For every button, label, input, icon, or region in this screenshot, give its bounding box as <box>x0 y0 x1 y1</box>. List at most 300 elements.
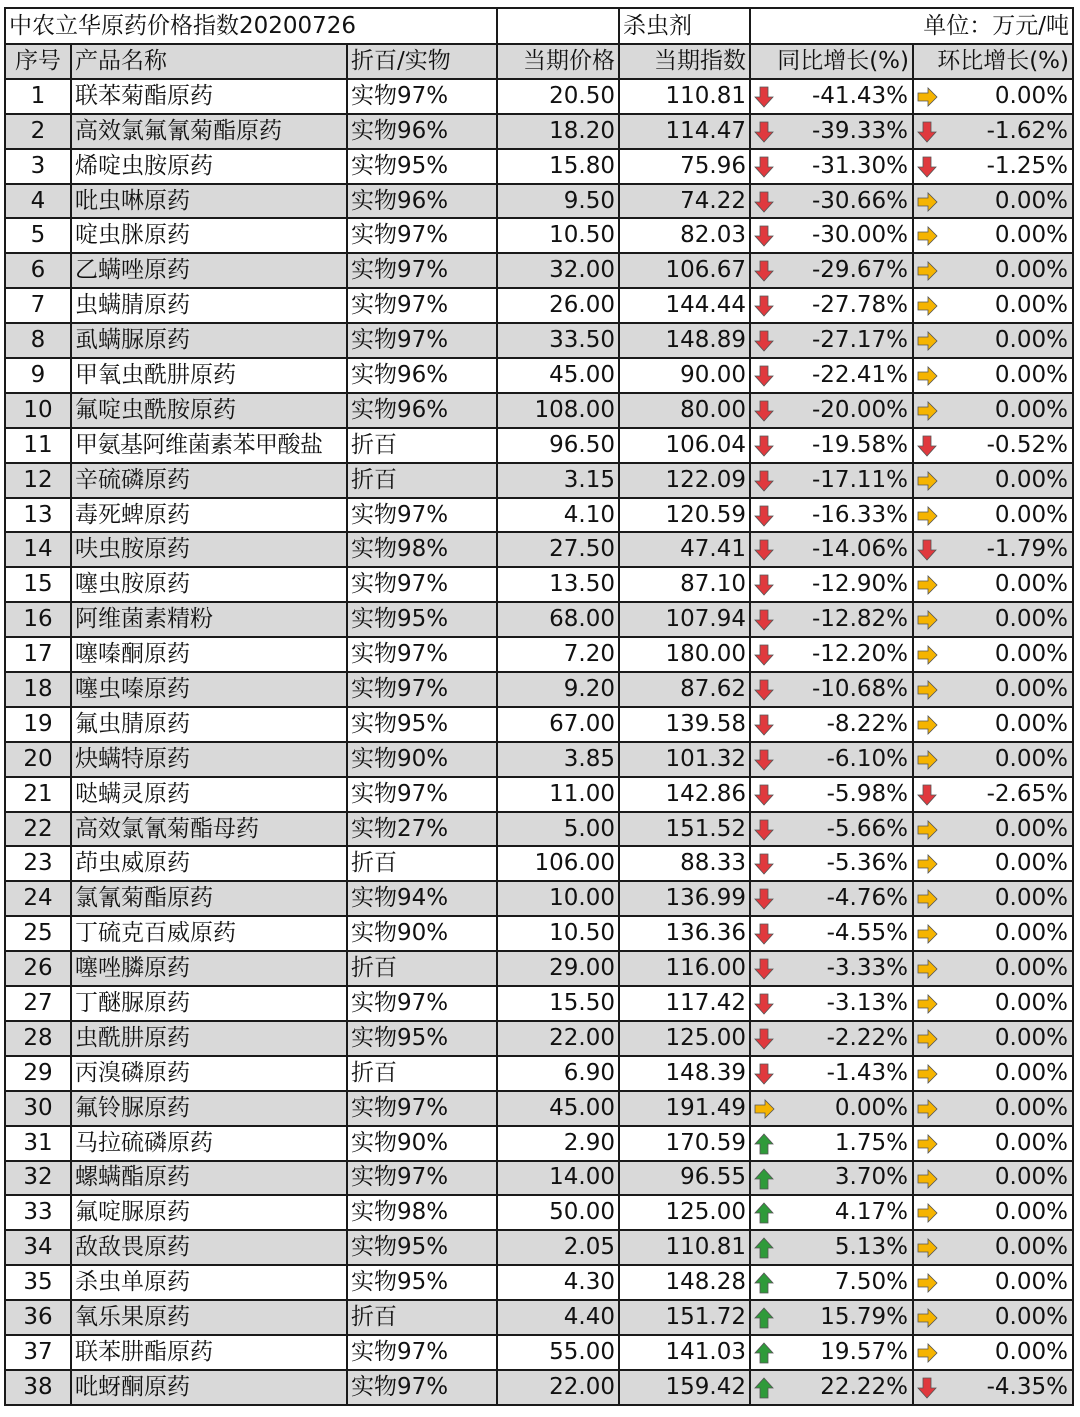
header-spec: 折百/实物 <box>347 44 497 79</box>
row-mom-change-value: 0.00% <box>994 257 1068 284</box>
row-yoy-change-value: -30.66% <box>812 187 908 214</box>
row-yoy-change <box>750 602 913 637</box>
row-index: 80.00 <box>619 393 750 428</box>
row-price: 4.30 <box>497 1265 619 1300</box>
arrow-flat-icon <box>916 1097 938 1121</box>
arrow-flat-icon <box>916 224 938 248</box>
row-yoy-change-value: -22.41% <box>812 361 908 388</box>
row-price: 13.50 <box>497 567 619 602</box>
row-mom-change-value: 0.00% <box>994 1164 1068 1191</box>
row-mom-change <box>913 114 1073 149</box>
table-row <box>5 812 1073 847</box>
row-product-name: 阿维菌素精粉 <box>71 602 347 637</box>
arrow-down-icon <box>916 120 938 144</box>
arrow-flat-icon <box>916 364 938 388</box>
row-product-name: 联苯菊酯原药 <box>71 79 347 114</box>
arrow-flat-icon <box>916 608 938 632</box>
row-yoy-change-value: -30.00% <box>812 222 908 249</box>
row-price: 4.10 <box>497 498 619 533</box>
table-row <box>5 637 1073 672</box>
row-price: 6.90 <box>497 1056 619 1091</box>
row-mom-change <box>913 777 1073 812</box>
row-index: 142.86 <box>619 777 750 812</box>
row-yoy-change-value: -4.55% <box>826 920 908 947</box>
table-row <box>5 986 1073 1021</box>
row-yoy-change <box>750 951 913 986</box>
arrow-down-icon <box>753 783 775 807</box>
row-mom-change-value: 0.00% <box>994 885 1068 912</box>
row-seq: 3 <box>5 149 71 184</box>
row-mom-change-value: 0.00% <box>994 571 1068 598</box>
table-row <box>5 428 1073 463</box>
arrow-down-icon <box>753 887 775 911</box>
arrow-flat-icon <box>753 1097 775 1121</box>
row-yoy-change <box>750 812 913 847</box>
row-price: 26.00 <box>497 288 619 323</box>
row-index: 141.03 <box>619 1335 750 1370</box>
row-yoy-change <box>750 1265 913 1300</box>
row-yoy-change-value: 3.70% <box>834 1164 908 1191</box>
row-product-name: 虫酰肼原药 <box>71 1021 347 1056</box>
row-spec: 实物97% <box>347 1335 497 1370</box>
row-spec: 实物94% <box>347 881 497 916</box>
header-yoy: 同比增长(%) <box>750 44 913 79</box>
row-price: 22.00 <box>497 1021 619 1056</box>
row-index: 90.00 <box>619 358 750 393</box>
row-price: 10.00 <box>497 881 619 916</box>
row-yoy-change <box>750 358 913 393</box>
row-mom-change-value: 0.00% <box>994 1094 1068 1121</box>
table-row <box>5 777 1073 812</box>
arrow-flat-icon <box>916 259 938 283</box>
row-index: 122.09 <box>619 463 750 498</box>
arrow-flat-icon <box>916 329 938 353</box>
row-seq: 31 <box>5 1126 71 1161</box>
arrow-flat-icon <box>916 1306 938 1330</box>
row-product-name: 毒死蜱原药 <box>71 498 347 533</box>
row-price: 15.50 <box>497 986 619 1021</box>
arrow-down-icon <box>916 155 938 179</box>
row-mom-change <box>913 812 1073 847</box>
row-price: 10.50 <box>497 218 619 253</box>
row-yoy-change-value: 7.50% <box>834 1269 908 1296</box>
row-price: 9.20 <box>497 672 619 707</box>
row-spec: 折百 <box>347 463 497 498</box>
arrow-up-icon <box>753 1167 775 1191</box>
row-index: 75.96 <box>619 149 750 184</box>
row-mom-change <box>913 184 1073 219</box>
row-mom-change-value: 0.00% <box>994 710 1068 737</box>
unit-label: 单位：万元/吨 <box>750 8 1073 44</box>
row-yoy-change <box>750 742 913 777</box>
row-yoy-change-value: 1.75% <box>834 1129 908 1156</box>
row-yoy-change-value: -10.68% <box>812 675 908 702</box>
row-mom-change <box>913 1021 1073 1056</box>
arrow-down-icon <box>753 190 775 214</box>
arrow-flat-icon <box>916 852 938 876</box>
arrow-down-icon <box>753 120 775 144</box>
row-mom-change <box>913 323 1073 358</box>
arrow-flat-icon <box>916 294 938 318</box>
row-price: 45.00 <box>497 358 619 393</box>
arrow-down-icon <box>753 957 775 981</box>
header-row <box>5 44 1073 79</box>
table-row <box>5 1195 1073 1230</box>
row-spec: 实物98% <box>347 532 497 567</box>
row-spec: 实物90% <box>347 742 497 777</box>
row-index: 110.81 <box>619 79 750 114</box>
row-seq: 19 <box>5 707 71 742</box>
row-yoy-change <box>750 498 913 533</box>
row-yoy-change <box>750 1335 913 1370</box>
table-row <box>5 846 1073 881</box>
row-mom-change <box>913 1265 1073 1300</box>
row-mom-change <box>913 846 1073 881</box>
table-row <box>5 358 1073 393</box>
row-spec: 实物90% <box>347 916 497 951</box>
price-index-table <box>4 7 1074 1406</box>
table-row <box>5 1126 1073 1161</box>
row-price: 96.50 <box>497 428 619 463</box>
row-product-name: 杀虫单原药 <box>71 1265 347 1300</box>
row-mom-change-value: 0.00% <box>994 606 1068 633</box>
row-yoy-change <box>750 253 913 288</box>
arrow-up-icon <box>753 1201 775 1225</box>
table-row <box>5 1091 1073 1126</box>
row-index: 151.72 <box>619 1300 750 1335</box>
arrow-flat-icon <box>916 469 938 493</box>
arrow-down-icon <box>753 922 775 946</box>
row-product-name: 虱螨脲原药 <box>71 323 347 358</box>
row-product-name: 敌敌畏原药 <box>71 1230 347 1265</box>
row-mom-change <box>913 951 1073 986</box>
row-product-name: 联苯肼酯原药 <box>71 1335 347 1370</box>
row-index: 159.42 <box>619 1370 750 1405</box>
row-price: 68.00 <box>497 602 619 637</box>
table-row <box>5 567 1073 602</box>
row-product-name: 高效氯氰菊酯母药 <box>71 812 347 847</box>
arrow-flat-icon <box>916 922 938 946</box>
row-price: 2.05 <box>497 1230 619 1265</box>
row-mom-change-value: -2.65% <box>986 780 1068 807</box>
arrow-flat-icon <box>916 504 938 528</box>
arrow-flat-icon <box>916 1236 938 1260</box>
row-yoy-change-value: -27.78% <box>812 292 908 319</box>
row-index: 148.89 <box>619 323 750 358</box>
row-index: 120.59 <box>619 498 750 533</box>
row-mom-change-value: 0.00% <box>994 920 1068 947</box>
table-row <box>5 114 1073 149</box>
row-price: 29.00 <box>497 951 619 986</box>
row-spec: 折百 <box>347 1300 497 1335</box>
row-spec: 实物97% <box>347 986 497 1021</box>
row-spec: 实物27% <box>347 812 497 847</box>
row-mom-change <box>913 742 1073 777</box>
arrow-down-icon <box>753 469 775 493</box>
arrow-flat-icon <box>916 85 938 109</box>
arrow-flat-icon <box>916 1132 938 1156</box>
title-row <box>5 8 1073 44</box>
row-seq: 10 <box>5 393 71 428</box>
arrow-down-icon <box>753 1027 775 1051</box>
row-mom-change-value: 0.00% <box>994 641 1068 668</box>
arrow-flat-icon <box>916 887 938 911</box>
table-row <box>5 184 1073 219</box>
row-mom-change <box>913 498 1073 533</box>
row-yoy-change <box>750 916 913 951</box>
arrow-flat-icon <box>916 1271 938 1295</box>
row-mom-change <box>913 358 1073 393</box>
row-seq: 29 <box>5 1056 71 1091</box>
row-product-name: 噻虫嗪原药 <box>71 672 347 707</box>
row-mom-change-value: -0.52% <box>986 431 1068 458</box>
table-row <box>5 916 1073 951</box>
row-seq: 26 <box>5 951 71 986</box>
row-seq: 30 <box>5 1091 71 1126</box>
table-row <box>5 253 1073 288</box>
row-seq: 2 <box>5 114 71 149</box>
row-spec: 实物97% <box>347 567 497 602</box>
row-spec: 实物95% <box>347 1265 497 1300</box>
row-mom-change-value: 0.00% <box>994 1338 1068 1365</box>
row-yoy-change <box>750 393 913 428</box>
arrow-flat-icon <box>916 1201 938 1225</box>
row-yoy-change-value: -12.90% <box>812 571 908 598</box>
row-mom-change <box>913 1056 1073 1091</box>
row-price: 9.50 <box>497 184 619 219</box>
arrow-flat-icon <box>916 190 938 214</box>
arrow-down-icon <box>753 85 775 109</box>
arrow-down-icon <box>916 538 938 562</box>
row-mom-change <box>913 1230 1073 1265</box>
row-mom-change-value: 0.00% <box>994 745 1068 772</box>
table-row <box>5 1335 1073 1370</box>
arrow-down-icon <box>753 678 775 702</box>
arrow-flat-icon <box>916 713 938 737</box>
row-product-name: 虫螨腈原药 <box>71 288 347 323</box>
table-row <box>5 288 1073 323</box>
arrow-flat-icon <box>916 573 938 597</box>
table-row <box>5 1161 1073 1196</box>
arrow-flat-icon <box>916 1341 938 1365</box>
row-yoy-change-value: -14.06% <box>812 536 908 563</box>
row-yoy-change-value: 0.00% <box>834 1094 908 1121</box>
row-index: 106.04 <box>619 428 750 463</box>
table-row <box>5 707 1073 742</box>
row-mom-change <box>913 218 1073 253</box>
arrow-up-icon <box>753 1341 775 1365</box>
row-spec: 实物96% <box>347 393 497 428</box>
arrow-down-icon <box>753 259 775 283</box>
row-yoy-change <box>750 184 913 219</box>
arrow-down-icon <box>916 783 938 807</box>
row-index: 151.52 <box>619 812 750 847</box>
row-index: 144.44 <box>619 288 750 323</box>
row-mom-change <box>913 986 1073 1021</box>
row-price: 50.00 <box>497 1195 619 1230</box>
row-seq: 16 <box>5 602 71 637</box>
arrow-down-icon <box>753 713 775 737</box>
row-price: 3.15 <box>497 463 619 498</box>
row-yoy-change <box>750 532 913 567</box>
arrow-down-icon <box>753 992 775 1016</box>
row-index: 101.32 <box>619 742 750 777</box>
row-index: 125.00 <box>619 1021 750 1056</box>
row-index: 180.00 <box>619 637 750 672</box>
header-index: 当期指数 <box>619 44 750 79</box>
row-index: 114.47 <box>619 114 750 149</box>
row-product-name: 乙螨唑原药 <box>71 253 347 288</box>
row-mom-change-value: 0.00% <box>994 1059 1068 1086</box>
row-yoy-change-value: -5.66% <box>826 815 908 842</box>
row-yoy-change <box>750 428 913 463</box>
row-mom-change-value: 0.00% <box>994 675 1068 702</box>
row-yoy-change <box>750 1370 913 1405</box>
row-mom-change <box>913 463 1073 498</box>
arrow-flat-icon <box>916 748 938 772</box>
row-index: 107.94 <box>619 602 750 637</box>
row-product-name: 吡蚜酮原药 <box>71 1370 347 1405</box>
row-seq: 36 <box>5 1300 71 1335</box>
row-mom-change <box>913 393 1073 428</box>
arrow-down-icon <box>753 434 775 458</box>
row-yoy-change <box>750 1056 913 1091</box>
row-yoy-change-value: -3.13% <box>826 989 908 1016</box>
table-row <box>5 323 1073 358</box>
row-spec: 实物97% <box>347 288 497 323</box>
row-spec: 实物97% <box>347 218 497 253</box>
row-yoy-change <box>750 986 913 1021</box>
row-product-name: 辛硫磷原药 <box>71 463 347 498</box>
row-spec: 实物95% <box>347 1021 497 1056</box>
row-mom-change-value: 0.00% <box>994 82 1068 109</box>
arrow-up-icon <box>753 1376 775 1400</box>
arrow-down-icon <box>916 1376 938 1400</box>
row-spec: 折百 <box>347 846 497 881</box>
row-mom-change-value: 0.00% <box>994 955 1068 982</box>
row-mom-change <box>913 149 1073 184</box>
row-yoy-change-value: -12.82% <box>812 606 908 633</box>
row-index: 106.67 <box>619 253 750 288</box>
row-index: 136.99 <box>619 881 750 916</box>
row-yoy-change-value: -20.00% <box>812 396 908 423</box>
arrow-down-icon <box>753 1062 775 1086</box>
row-yoy-change-value: -39.33% <box>812 117 908 144</box>
row-mom-change <box>913 428 1073 463</box>
row-seq: 14 <box>5 532 71 567</box>
row-price: 106.00 <box>497 846 619 881</box>
row-yoy-change-value: -2.22% <box>826 1024 908 1051</box>
row-price: 3.85 <box>497 742 619 777</box>
arrow-down-icon <box>753 364 775 388</box>
row-yoy-change <box>750 707 913 742</box>
row-yoy-change <box>750 1195 913 1230</box>
row-seq: 7 <box>5 288 71 323</box>
row-price: 33.50 <box>497 323 619 358</box>
row-seq: 28 <box>5 1021 71 1056</box>
header-seq: 序号 <box>5 44 71 79</box>
row-mom-change <box>913 288 1073 323</box>
row-seq: 9 <box>5 358 71 393</box>
table-row <box>5 1230 1073 1265</box>
arrow-up-icon <box>753 1306 775 1330</box>
row-product-name: 烯啶虫胺原药 <box>71 149 347 184</box>
row-mom-change-value: 0.00% <box>994 1024 1068 1051</box>
arrow-down-icon <box>753 155 775 179</box>
row-yoy-change-value: 4.17% <box>834 1199 908 1226</box>
row-yoy-change <box>750 114 913 149</box>
arrow-flat-icon <box>916 992 938 1016</box>
row-index: 47.41 <box>619 532 750 567</box>
row-seq: 38 <box>5 1370 71 1405</box>
row-price: 11.00 <box>497 777 619 812</box>
row-mom-change <box>913 1300 1073 1335</box>
table-row <box>5 1056 1073 1091</box>
row-spec: 实物97% <box>347 498 497 533</box>
row-seq: 22 <box>5 812 71 847</box>
row-seq: 13 <box>5 498 71 533</box>
row-spec: 实物96% <box>347 358 497 393</box>
row-yoy-change <box>750 881 913 916</box>
row-seq: 4 <box>5 184 71 219</box>
arrow-flat-icon <box>916 1167 938 1191</box>
row-mom-change-value: 0.00% <box>994 396 1068 423</box>
row-yoy-change <box>750 1021 913 1056</box>
row-yoy-change-value: -31.30% <box>812 152 908 179</box>
arrow-up-icon <box>753 1236 775 1260</box>
row-yoy-change <box>750 288 913 323</box>
row-yoy-change-value: -4.76% <box>826 885 908 912</box>
row-spec: 实物97% <box>347 1161 497 1196</box>
row-seq: 12 <box>5 463 71 498</box>
table-row <box>5 672 1073 707</box>
row-spec: 实物97% <box>347 637 497 672</box>
table-row <box>5 79 1073 114</box>
row-mom-change-value: 0.00% <box>994 187 1068 214</box>
row-spec: 实物97% <box>347 1091 497 1126</box>
row-mom-change <box>913 881 1073 916</box>
row-price: 32.00 <box>497 253 619 288</box>
row-seq: 20 <box>5 742 71 777</box>
row-mom-change-value: -1.62% <box>986 117 1068 144</box>
arrow-flat-icon <box>916 1027 938 1051</box>
row-yoy-change <box>750 672 913 707</box>
row-product-name: 丁醚脲原药 <box>71 986 347 1021</box>
row-product-name: 氟啶脲原药 <box>71 1195 347 1230</box>
row-price: 55.00 <box>497 1335 619 1370</box>
row-mom-change-value: 0.00% <box>994 1129 1068 1156</box>
row-index: 148.39 <box>619 1056 750 1091</box>
row-mom-change-value: 0.00% <box>994 361 1068 388</box>
table-row <box>5 1300 1073 1335</box>
arrow-down-icon <box>753 504 775 528</box>
row-price: 20.50 <box>497 79 619 114</box>
row-product-name: 马拉硫磷原药 <box>71 1126 347 1161</box>
row-index: 117.42 <box>619 986 750 1021</box>
arrow-flat-icon <box>916 643 938 667</box>
row-yoy-change-value: -12.20% <box>812 641 908 668</box>
row-yoy-change-value: -5.36% <box>826 850 908 877</box>
row-index: 116.00 <box>619 951 750 986</box>
row-yoy-change <box>750 1161 913 1196</box>
row-mom-change-value: 0.00% <box>994 1304 1068 1330</box>
row-mom-change <box>913 707 1073 742</box>
table-row <box>5 218 1073 253</box>
arrow-flat-icon <box>916 957 938 981</box>
row-yoy-change <box>750 79 913 114</box>
arrow-flat-icon <box>916 399 938 423</box>
arrow-down-icon <box>753 399 775 423</box>
